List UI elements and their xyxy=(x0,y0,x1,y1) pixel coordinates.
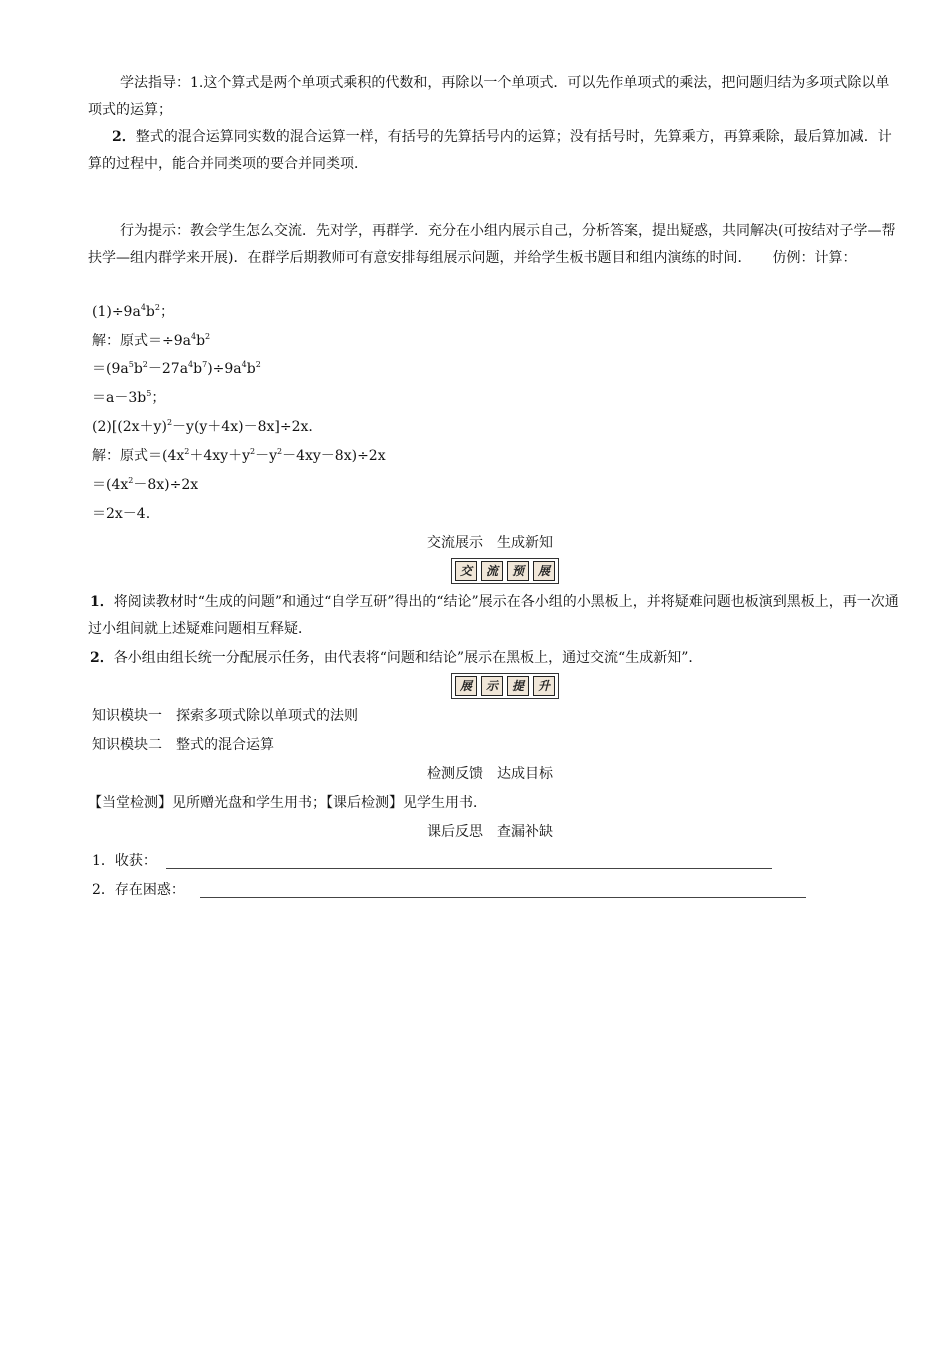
exchange-heading: 交流展示 生成新知 xyxy=(427,535,553,551)
example-s1b: $=(9a^5b^2-27a^4b^7)\div 9a^4b^2$ xyxy=(92,360,261,377)
study-tip-paragraph-2: 2．整式的混合运算同实数的混合运算一样，有括号的先算括号内的运算；没有括号时，先算乘方，再算乘除，最后算加减．计算的过程中，能合并同类项的要合并同类项． xyxy=(88,129,892,172)
example-s2a: 解：原式$=(4x^2+4xy+y^2-y^2-4xy-8x)\div 2x$ xyxy=(92,447,386,464)
show-banner: 展 示 提 升 xyxy=(451,673,559,699)
knowledge-module-1: 知识模块一 探索多项式除以单项式的法则 xyxy=(92,708,358,724)
behavior-tip-paragraph: 行为提示：教会学生怎么交流．先对学，再群学．充分在小组内展示自己，分析答案，提出疑惑，共同解决(可按结对子学—帮扶学—组内群学来开展)．在群学后期教师可有意安排每组展示问题，并给学生板书题目和组内演练的时间． 仿例：计算： xyxy=(88,223,896,266)
example-q2: $(2)[(2x+y)^2-y(y+4x)-8x]\div 2x$. xyxy=(92,418,313,435)
reflect-gain-blank[interactable] xyxy=(166,868,772,869)
study-tip-paragraph-1: 学法指导：1.这个算式是两个单项式乘积的代数和，再除以一个单项式．可以先作单项式的乘法，把问题归结为多项式除以单项式的运算； xyxy=(88,75,890,118)
reflect-heading: 课后反思 查漏补缺 xyxy=(427,824,553,840)
exchange-item-1: 1．将阅读教材时“生成的问题”和通过“自学互研”得出的“结论”展示在各小组的小黑板上，并将疑难问题也板演到黑板上，再一次通过小组间就上述疑难问题相互释疑． xyxy=(88,594,899,637)
example-s2b: $=(4x^2-8x)\div 2x$ xyxy=(92,476,199,493)
check-line: 【当堂检测】见所赠光盘和学生用书；【课后检测】见学生用书． xyxy=(88,795,487,811)
knowledge-module-2: 知识模块二 整式的混合运算 xyxy=(92,737,274,753)
check-heading: 检测反馈 达成目标 xyxy=(427,766,553,782)
example-s1a: 解：原式$=\div 9a^4b^2$ xyxy=(92,332,211,349)
exchange-banner: 交 流 预 展 xyxy=(451,558,559,584)
example-q1: $(1)\div 9a^4b^2$； xyxy=(92,303,174,320)
reflect-confusion-label: 2．存在困惑： xyxy=(92,882,185,898)
reflect-gain-label: 1．收获： xyxy=(92,853,157,869)
exchange-item-2: 2．各小组由组长统一分配展示任务，由代表将“问题和结论”展示在黑板上，通过交流“生成新知”． xyxy=(90,650,703,666)
example-s1c: $=a-3b^5$； xyxy=(92,389,166,406)
example-s2c: ＝2x－4. xyxy=(92,506,151,522)
reflect-confusion-blank[interactable] xyxy=(200,897,806,898)
